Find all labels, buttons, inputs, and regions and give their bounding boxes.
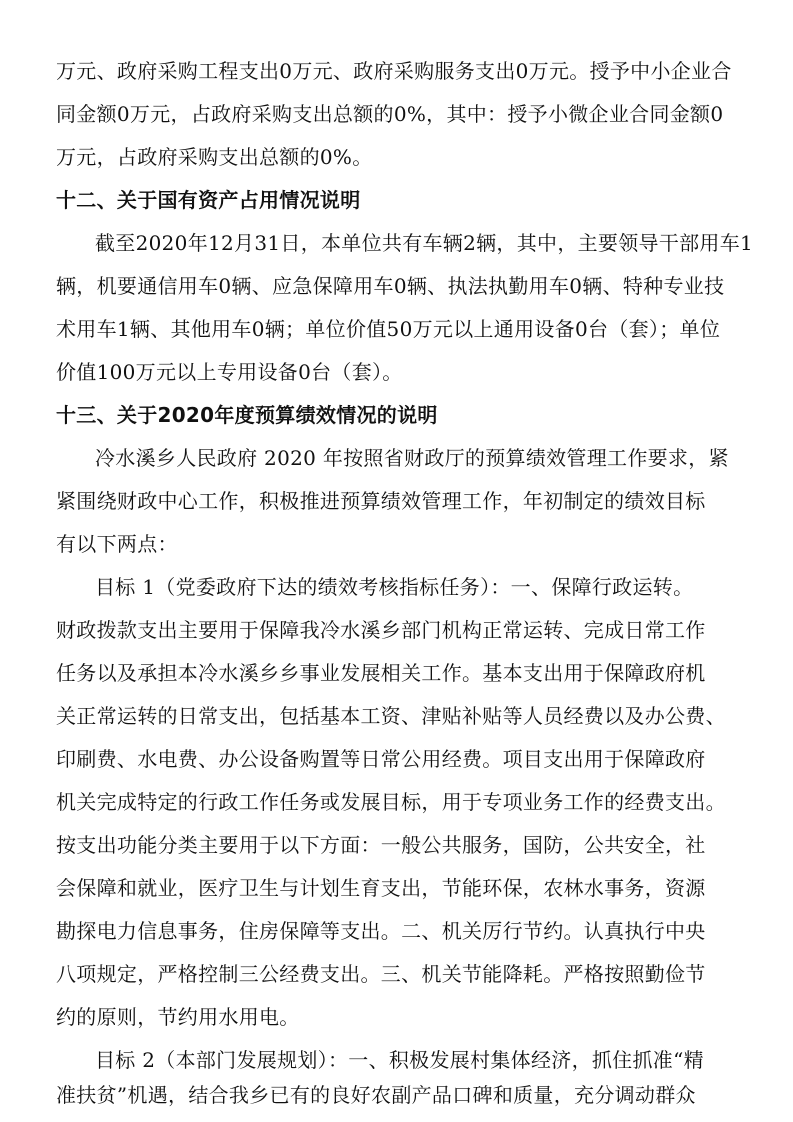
text-line: 印刷费、水电费、办公设备购置等日常公用经费。项目支出用于保障政府 — [56, 747, 706, 771]
text-line: 关正常运转的日常支出，包括基本工资、津贴补贴等人员经费以及办公费、 — [56, 704, 726, 728]
text-line: 目标 2（本部门发展规划）：一、积极发展村集体经济，抓住抓准“精 — [95, 1048, 704, 1072]
text-line: 万元，占政府采购支出总额的0%。 — [56, 145, 373, 169]
text-line: 万元、政府采购工程支出0万元、政府采购服务支出0万元。授予中小企业合 — [56, 59, 732, 83]
text-line: 同金额0万元，占政府采购支出总额的0%，其中：授予小微企业合同金额0 — [56, 102, 724, 126]
text-line: 截至2020年12月31日，本单位共有车辆2辆，其中，主要领导干部用车1 — [95, 231, 754, 255]
text-line: 准扶贫”机遇，结合我乡已有的良好农副产品口碑和质量，充分调动群众 — [56, 1083, 696, 1107]
text-line: 术用车1辆、其他用车0辆；单位价值50万元以上通用设备0台（套）；单位 — [56, 317, 721, 341]
text-line: 按支出功能分类主要用于以下方面：一般公共服务，国防，公共安全，社 — [56, 833, 706, 857]
text-line: 辆，机要通信用车0辆、应急保障用车0辆、执法执勤用车0辆、特种专业技 — [56, 274, 725, 298]
text-line: 价值100万元以上专用设备0台（套）。 — [56, 360, 403, 384]
text-line: 会保障和就业，医疗卫生与计划生育支出，节能环保，农林水事务，资源 — [56, 876, 706, 900]
text-line: 财政拨款支出主要用于保障我冷水溪乡部门机构正常运转、完成日常工作 — [56, 618, 706, 642]
text-line: 机关完成特定的行政工作任务或发展目标，用于专项业务工作的经费支出。 — [56, 790, 726, 814]
text-line: 约的原则，节约用水用电。 — [56, 1005, 300, 1029]
text-line: 紧围绕财政中心工作，积极推进预算绩效管理工作，年初制定的绩效目标 — [56, 489, 706, 513]
text-line: 冷水溪乡人民政府 2020 年按照省财政厅的预算绩效管理工作要求，紧 — [95, 446, 729, 470]
text-line: 目标 1（党委政府下达的绩效考核指标任务）：一、保障行政运转。 — [95, 575, 694, 599]
text-line: 八项规定，严格控制三公经费支出。三、机关节能降耗。严格按照勤俭节 — [56, 962, 706, 986]
text-line: 任务以及承担本冷水溪乡乡事业发展相关工作。基本支出用于保障政府机 — [56, 661, 706, 685]
text-line: 勘探电力信息事务，住房保障等支出。二、机关厉行节约。认真执行中央 — [56, 919, 706, 943]
section-heading-12: 十二、关于国有资产占用情况说明 — [56, 188, 361, 212]
section-heading-13: 十三、关于2020年度预算绩效情况的说明 — [56, 403, 438, 427]
text-line: 有以下两点： — [56, 532, 178, 556]
